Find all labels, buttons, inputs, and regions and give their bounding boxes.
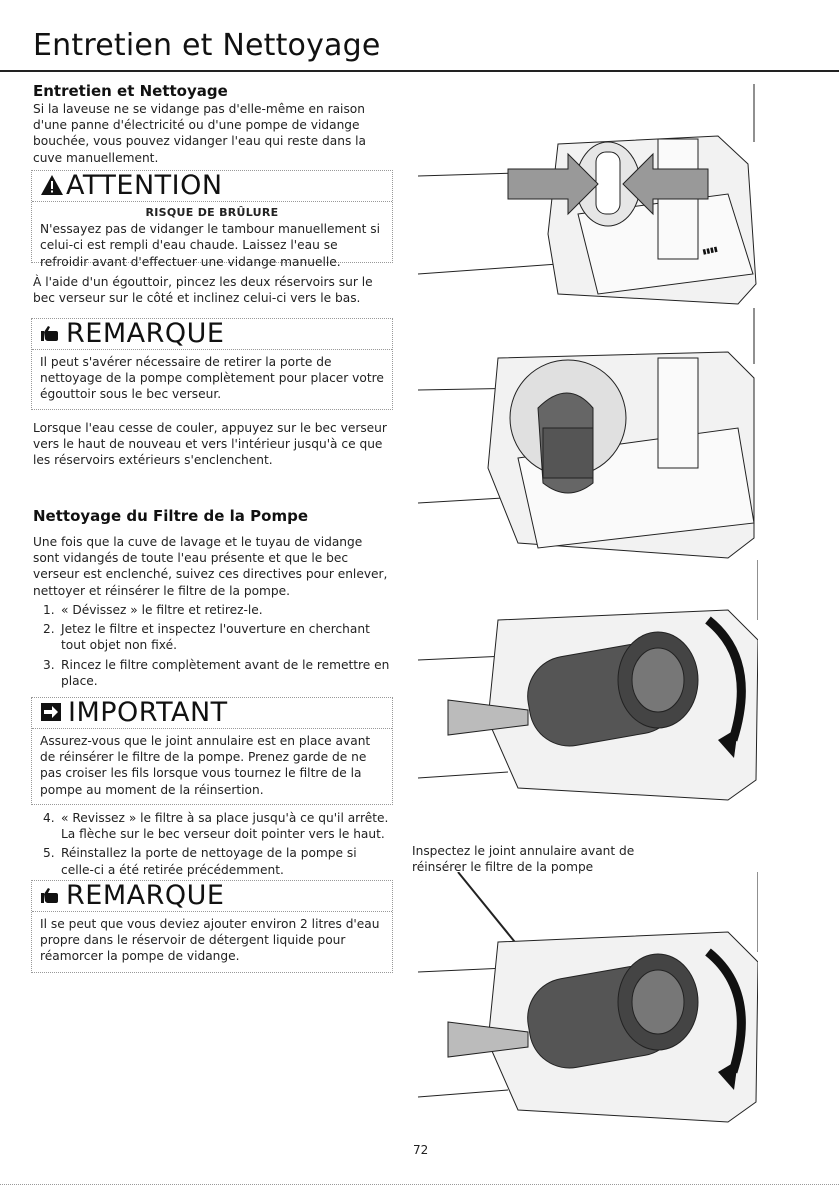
list-item: 4. « Revissez » le filtre à sa place jusqu'à ce qu'il arrête. La flèche sur le bec verseur doit pointer vers le haut. (43, 811, 389, 842)
steps-list-a (33, 602, 393, 692)
list-item: 1. « Dévissez » le filtre et retirez-le. (43, 603, 263, 617)
important-label: IMPORTANT (68, 697, 228, 728)
figure-filter-unscrew (408, 560, 758, 810)
attention-text: N'essayez pas de vidanger le tambour manuellement si celui-ci est rempli d'eau chaude. Laissez l'eau se refroidir avant d'effectuer une vidange manuelle. (40, 222, 381, 269)
bottom-divider (0, 1184, 839, 1186)
attention-box (31, 170, 393, 269)
filtre-intro: Une fois que la cuve de lavage et le tuyau de vidange sont vidangés de toute l'eau présente et que le bec verseur est enclenché, suivez ces directives pour enlever, nettoyer et réinsérer le filtre de la pompe. (33, 535, 388, 598)
remarque-text-2: Il se peut que vous deviez ajouter environ 2 litres d'eau propre dans le réservoir de détergent liquide pour réamorcer la pompe de vidange. (40, 917, 380, 964)
page-number: 72 (413, 1143, 429, 1157)
paragraph-egouttoir: À l'aide d'un égouttoir, pincez les deux réservoirs sur le bec verseur sur le côté et inclinez celui-ci vers le bas. (33, 275, 373, 306)
list-item: 3. Rincez le filtre complètement avant de le remettre en place. (43, 657, 390, 688)
intro-paragraph: Si la laveuse ne se vidange pas d'elle-même en raison d'une panne d'électricité ou d'une pompe de vidange bouchée, vous pouvez vidanger l'eau qui reste dans la cuve manuellement. (33, 102, 367, 165)
important-box (31, 697, 393, 805)
arrow-box-icon (40, 701, 62, 723)
attention-header (32, 171, 392, 202)
remarque-label-1: REMARQUE (66, 318, 225, 349)
remarque-header-2 (32, 881, 392, 912)
remarque-text-1: Il peut s'avérer nécessaire de retirer la porte de nettoyage de la pompe complètement pour placer votre égouttoir sous le bec verseur. (40, 355, 384, 402)
important-header (32, 698, 392, 729)
figure-drain-spout (408, 84, 758, 316)
remarque-header-1 (32, 319, 392, 350)
hand-pointer-icon (40, 322, 62, 344)
section-heading-entretien: Entretien et Nettoyage (33, 82, 228, 100)
figure-oring-inspect (408, 872, 758, 1132)
section-heading-filtre: Nettoyage du Filtre de la Pompe (33, 507, 308, 525)
title-divider (0, 70, 839, 72)
important-text: Assurez-vous que le joint annulaire est en place avant de réinsérer le filtre de la pompe. Prenez garde de ne pas croiser les fils lorsque vous tournez le filtre de la pompe au moment de la réinsertion. (40, 734, 371, 797)
page-title: Entretien et Nettoyage (33, 28, 381, 63)
attention-label: ATTENTION (66, 170, 223, 201)
svg-text:▮▮▮▮: ▮▮▮▮ (701, 244, 719, 256)
remarque-label-2: REMARQUE (66, 880, 225, 911)
attention-subtitle: RISQUE DE BRÛLURE (145, 206, 279, 219)
steps-list-b (33, 810, 393, 881)
list-item: 2. Jetez le filtre et inspectez l'ouverture en cherchant tout objet non fixé. (43, 622, 370, 653)
remarque-box-2 (31, 880, 393, 973)
figure4-caption: Inspectez le joint annulaire avant de réinsérer le filtre de la pompe (412, 844, 635, 874)
warning-triangle-icon (40, 174, 64, 196)
paragraph-enclenchent: Lorsque l'eau cesse de couler, appuyez sur le bec verseur vers le haut de nouveau et vers l'intérieur jusqu'à ce que les réservoirs extérieurs s'enclenchent. (33, 421, 387, 468)
hand-pointer-icon (40, 884, 62, 906)
figure-drain-tilt (408, 308, 758, 570)
remarque-box-1 (31, 318, 393, 410)
list-item: 5. Réinstallez la porte de nettoyage de la pompe si celle-ci a été retirée précédemment. (43, 846, 357, 877)
